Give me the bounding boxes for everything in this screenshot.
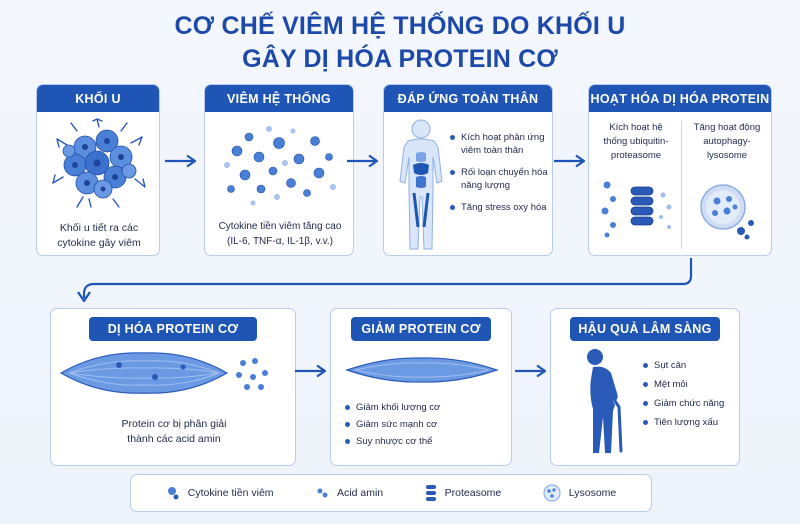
consequence-item: Tiên lượng xấu (643, 416, 739, 429)
response-list (450, 131, 550, 223)
divider (681, 121, 682, 249)
tumor-cell-icon (49, 117, 149, 209)
legend-cytokine (166, 485, 274, 501)
reduction-list (345, 401, 505, 452)
reduction-item: Suy nhược cơ thể (345, 435, 505, 448)
muscle-protein-reduction-panel (330, 308, 512, 466)
legend-lysosome (543, 484, 616, 502)
consequence-item: Sụt cân (643, 359, 739, 372)
response-item: Kích hoạt phản ứng viêm toàn thân (450, 131, 550, 157)
catabolism-text-line-1: Protein cơ bị phân giải (121, 418, 227, 430)
tumor-panel (36, 84, 160, 256)
catabolism-activation-panel (588, 84, 772, 256)
ubiquitin-proteasome-label (593, 121, 679, 163)
systemic-inflammation-panel (204, 84, 354, 256)
consequence-item: Mệt mỏi (643, 378, 739, 391)
consequence-item: Giảm chức năng (643, 397, 739, 410)
proteasome-legend-icon (425, 484, 437, 502)
consequences-header: HẬU QUẢ LÂM SÀNG (570, 317, 720, 341)
proteasome-icon (599, 177, 677, 241)
autophagy-lysosome-label (683, 121, 771, 163)
reduction-item: Giảm sức mạnh cơ (345, 418, 505, 431)
cytokine-cluster-icon (215, 117, 345, 207)
tumor-text-line-2: cytokine gây viêm (57, 237, 141, 249)
activation-left-line-2: thống ubiquitin- (603, 136, 669, 147)
tumor-description (41, 221, 157, 251)
activation-right-line-1: Tăng hoạt động (693, 122, 761, 133)
catabolism-text-line-2: thành các acid amin (127, 433, 221, 445)
activation-right-line-3: lysosome (706, 150, 748, 161)
muscle-catabolism-panel (50, 308, 296, 466)
muscle-fiber-icon (59, 349, 229, 397)
page-title (0, 10, 800, 76)
response-item: Rối loạn chuyển hóa năng lượng (450, 166, 550, 192)
systemic-text-line-1: Cytokine tiền viêm tăng cao (218, 221, 342, 232)
activation-header: HOẠT HÓA DỊ HÓA PROTEIN (589, 85, 771, 112)
catabolism-description (61, 417, 287, 447)
catabolism-header: DỊ HÓA PROTEIN CƠ (89, 317, 257, 341)
response-header: ĐÁP ỨNG TOÀN THÂN (384, 85, 552, 112)
reduction-item: Giảm khối lượng cơ (345, 401, 505, 414)
arrow-right-icon (294, 364, 328, 378)
weak-person-icon (581, 347, 633, 459)
thin-muscle-icon (345, 353, 499, 387)
legend-proteasome (425, 484, 502, 502)
arrow-right-icon (346, 154, 380, 168)
human-body-icon (392, 117, 450, 253)
systemic-description (207, 219, 353, 249)
amino-acid-legend-icon (315, 486, 329, 500)
activation-left-line-3: proteasome (610, 150, 662, 161)
arrow-right-icon (164, 154, 198, 168)
cytokine-icon (166, 485, 180, 501)
legend-cytokine-label: Cytokine tiền viêm (187, 487, 274, 499)
lysosome-legend-icon (543, 484, 561, 502)
clinical-consequences-panel (550, 308, 740, 466)
reduction-header: GIẢM PROTEIN CƠ (351, 317, 491, 341)
tumor-text-line-1: Khối u tiết ra các (59, 222, 139, 234)
systemic-text-line-2: (IL-6, TNF-α, IL-1β, v.v.) (227, 236, 333, 247)
title-line-1: CƠ CHẾ VIÊM HỆ THỐNG DO KHỐI U (174, 12, 626, 40)
activation-left-line-1: Kích hoạt hệ (609, 122, 663, 133)
legend-amino-label: Acid amin (337, 487, 384, 499)
connector-arrow (70, 256, 700, 304)
activation-right-line-2: autophagy- (703, 136, 751, 147)
systemic-header: VIÊM HỆ THỐNG (205, 85, 353, 112)
consequences-list (643, 359, 739, 435)
title-line-2: GÂY DỊ HÓA PROTEIN CƠ (242, 45, 558, 73)
legend-amino-acid (315, 486, 383, 500)
response-item: Tăng stress oxy hóa (450, 201, 550, 214)
legend (130, 474, 652, 512)
tumor-header: KHỐI U (37, 85, 159, 112)
lysosome-icon (695, 179, 761, 243)
legend-proteasome-label: Proteasome (444, 487, 502, 499)
systemic-response-panel (383, 84, 553, 256)
legend-lysosome-label: Lysosome (568, 487, 617, 499)
arrow-right-icon (514, 364, 548, 378)
arrow-right-icon (553, 154, 587, 168)
amino-acid-icon (233, 353, 273, 393)
